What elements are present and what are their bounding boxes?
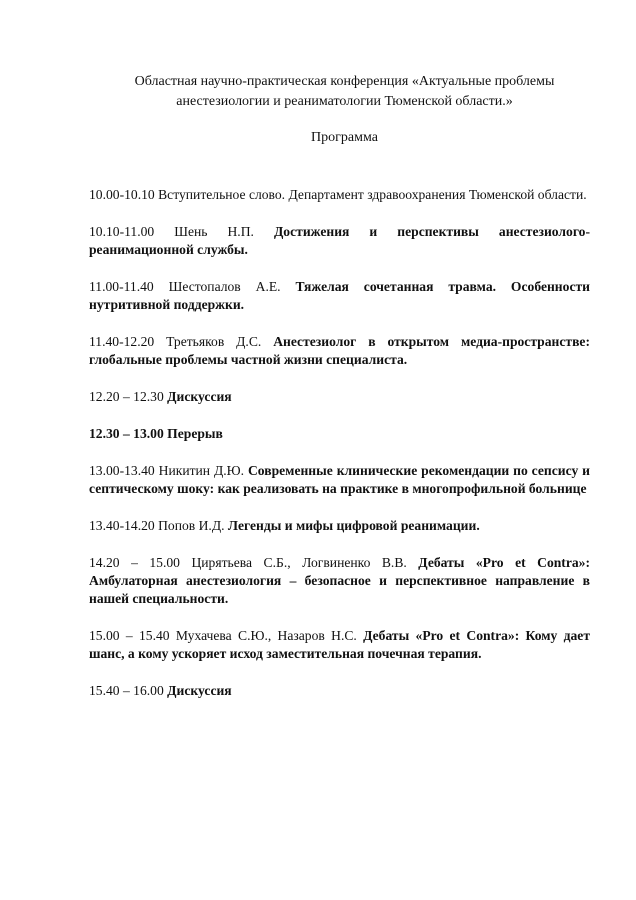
program-item xyxy=(89,517,590,535)
item-topic: Дебаты «Pro et Contra»: Кому дает шанс, а кому ускоряет исход заместительная почечная терапия. xyxy=(89,628,591,661)
item-time: 13.40-14.20 xyxy=(89,518,155,533)
item-speaker: Третьяков Д.С. xyxy=(166,334,262,349)
program-item xyxy=(89,627,590,663)
conference-header xyxy=(99,72,590,112)
item-topic: Анестезиолог в открытом медиа-пространстве: глобальные проблемы частной жизни специалиста. xyxy=(89,334,590,367)
item-speaker: Шень Н.П. xyxy=(174,224,254,239)
item-speaker: Вступительное слово. Департамент здравоохранения Тюменской области. xyxy=(158,187,587,202)
item-topic: Современные клинические рекомендации по сепсису и септическому шоку: как реализовать на практике в многопрофильной больнице xyxy=(89,463,591,496)
item-speaker: Мухачева С.Ю., Назаров Н.С. xyxy=(175,628,357,643)
program-item-break xyxy=(89,425,590,443)
item-time: 12.30 – 13.00 xyxy=(89,426,164,441)
item-time: 11.00-11.40 xyxy=(89,279,154,294)
item-time: 12.20 – 12.30 xyxy=(89,389,164,404)
item-topic: Дискуссия xyxy=(167,683,232,698)
item-topic: Тяжелая сочетанная травма. Особенности нутритивной поддержки. xyxy=(89,279,590,312)
item-topic: Дискуссия xyxy=(167,389,232,404)
program-item xyxy=(89,554,590,608)
program-item xyxy=(89,186,590,204)
program-item xyxy=(89,223,590,259)
program-item xyxy=(89,682,590,700)
program-item xyxy=(89,333,590,369)
item-topic: Достижения и перспективы анестезиолого-реанимационной службы. xyxy=(89,224,590,257)
item-time: 14.20 – 15.00 xyxy=(89,555,180,570)
item-speaker: Никитин Д.Ю. xyxy=(158,463,245,478)
item-topic: Дебаты «Pro et Contra»: Амбулаторная анестезиология – безопасное и перспективное направление в нашей специальности. xyxy=(89,555,590,606)
item-topic: Легенды и мифы цифровой реанимации. xyxy=(227,518,480,533)
program-list xyxy=(89,186,590,700)
item-time: 11.40-12.20 xyxy=(89,334,155,349)
item-topic: Перерыв xyxy=(167,426,223,441)
program-item xyxy=(89,462,590,498)
item-time: 15.40 – 16.00 xyxy=(89,683,164,698)
header-line-1: Областная научно-практическая конференция «Актуальные проблемы xyxy=(134,74,555,89)
program-item xyxy=(89,278,590,314)
program-item xyxy=(89,388,590,406)
program-title: Программа xyxy=(311,130,378,145)
item-time: 13.00-13.40 xyxy=(89,463,155,478)
item-time: 15.00 – 15.40 xyxy=(89,628,170,643)
item-time: 10.10-11.00 xyxy=(89,224,155,239)
item-speaker: Шестопалов А.Е. xyxy=(168,279,281,294)
item-time: 10.00-10.10 xyxy=(89,187,155,202)
item-speaker: Цирятьева С.Б., Логвиненко В.В. xyxy=(191,555,407,570)
header-line-2: анестезиологии и реаниматологии Тюменской области.» xyxy=(176,94,513,109)
item-speaker: Попов И.Д. xyxy=(158,518,225,533)
